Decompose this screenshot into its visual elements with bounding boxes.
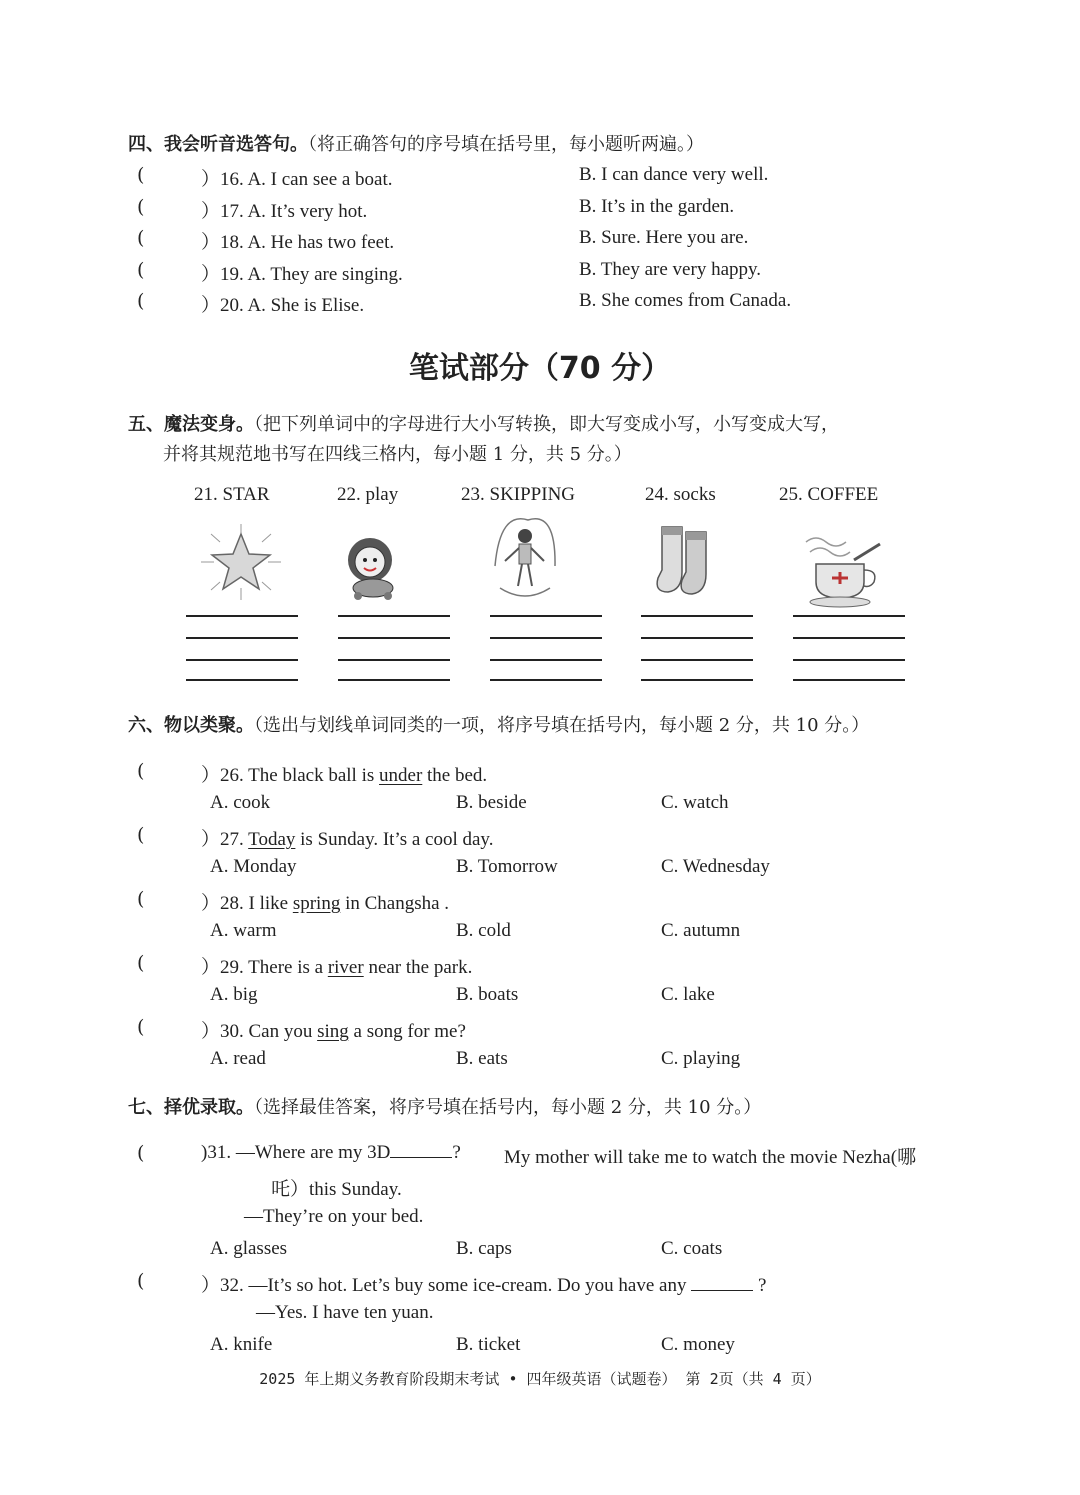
socks-icon [640, 522, 730, 602]
writing-lines-25[interactable] [793, 615, 905, 679]
option-32-c: C. money [661, 1334, 735, 1355]
girl-playing-icon [328, 528, 418, 608]
listening-item-18-a: ）18. A. He has two feet. [201, 232, 395, 253]
question-32-stem: ）32. —It’s so hot. Let’s buy some ice-cream. Do you have any [201, 1275, 687, 1296]
question-31-line2: 吒）this Sunday. [271, 1179, 402, 1200]
word-23: 23. SKIPPING [461, 484, 576, 505]
option-29-b: B. boats [456, 984, 519, 1005]
listening-item-20-b: B. She comes from Canada. [579, 290, 792, 311]
listening-item-17-b: B. It’s in the garden. [579, 196, 735, 217]
answer-paren-31[interactable]: ( [137, 1142, 145, 1164]
option-26-a: A. cook [210, 792, 271, 813]
option-29-a: A. big [210, 984, 258, 1005]
question-31-stem: )31. —Where are my 3D [201, 1142, 391, 1163]
question-32-reply: —Yes. I have ten yuan. [256, 1302, 434, 1323]
star-icon [196, 522, 286, 602]
option-31-b: B. caps [456, 1238, 512, 1259]
question-28-stem: ）28. I like [201, 893, 293, 914]
written-part-title: 笔试部分（70 分） [408, 351, 672, 386]
section6-heading [128, 711, 869, 737]
question-28 [201, 888, 449, 915]
question-29 [201, 952, 472, 979]
question-31-line1 [201, 1142, 461, 1164]
question-32-mark: ? [757, 1275, 767, 1296]
section5-note2: 并将其规范地书写在四线三格内，每小题 1 分，共 5 分。） [163, 444, 632, 465]
word-24: 24. socks [645, 484, 716, 505]
question-27-rest: is Sunday. It’s a cool day. [295, 829, 494, 850]
underlined-word-26: under [379, 765, 423, 786]
option-28-b: B. cold [456, 920, 511, 941]
section5-note1: （把下列单词中的字母进行大小写转换，即大写变成小写，小写变成大写， [254, 414, 839, 435]
option-31-c: C. coats [661, 1238, 723, 1259]
question-31-context: My mother will take me to watch the movie Nezha(哪 [504, 1147, 917, 1168]
page-footer: 2025 年上期义务教育阶段期末考试 • 四年级英语（试题卷） 第 2页（共 4 页） [259, 1370, 821, 1388]
listening-item-20-a: ）20. A. She is Elise. [201, 295, 365, 316]
answer-paren-32[interactable]: ( [137, 1270, 145, 1292]
section4-note: （将正确答句的序号填在括号里，每小题听两遍。） [308, 134, 704, 155]
underlined-word-30: sing [317, 1021, 349, 1042]
question-26 [201, 760, 487, 787]
answer-paren-28[interactable]: ( [137, 888, 145, 910]
question-31-reply: —They’re on your bed. [244, 1206, 424, 1227]
question-27-stem: ）27. [201, 829, 249, 850]
answer-paren-20[interactable]: ( [137, 290, 145, 312]
blank-32[interactable] [691, 1290, 753, 1291]
section6-note: （选出与划线单词同类的一项，将序号填在括号内，每小题 2 分，共 10 分。） [254, 715, 870, 736]
option-26-c: C. watch [661, 792, 729, 813]
writing-lines-22[interactable] [338, 615, 450, 679]
listening-item-17-a: ）17. A. It’s very hot. [201, 201, 368, 222]
listening-item-19-b: B. They are very happy. [579, 259, 762, 280]
word-25: 25. COFFEE [779, 484, 879, 505]
answer-paren-17[interactable]: ( [137, 196, 145, 218]
listening-item-16-b: B. I can dance very well. [579, 164, 769, 185]
answer-paren-16[interactable]: ( [137, 164, 145, 186]
answer-paren-27[interactable]: ( [137, 824, 145, 846]
listening-item-18-b: B. Sure. Here you are. [579, 227, 749, 248]
section6-title: 六、物以类聚。 [128, 715, 254, 736]
option-30-b: B. eats [456, 1048, 508, 1069]
underlined-word-28: spring [292, 893, 341, 914]
answer-paren-19[interactable]: ( [137, 259, 145, 281]
girl-skipping-icon [480, 516, 570, 596]
writing-lines-24[interactable] [641, 615, 753, 679]
blank-31[interactable] [390, 1157, 452, 1158]
question-26-stem: ）26. The black ball is [201, 765, 380, 786]
listening-item-19-a: ）19. A. They are singing. [201, 264, 403, 285]
question-26-rest: the bed. [422, 765, 488, 786]
listening-item-16-a: ）16. A. I can see a boat. [201, 169, 393, 190]
option-26-b: B. beside [456, 792, 527, 813]
section5-title: 五、魔法变身。 [128, 414, 254, 435]
section4-heading [128, 130, 704, 156]
coffee-cup-icon [796, 530, 886, 610]
section7-heading [128, 1093, 761, 1119]
answer-paren-26[interactable]: ( [137, 760, 145, 782]
answer-paren-29[interactable]: ( [137, 952, 145, 974]
question-29-rest: near the park. [363, 957, 473, 978]
section4-title: 四、我会听音选答句。 [128, 134, 308, 155]
question-31-mark: ? [452, 1142, 461, 1163]
option-29-c: C. lake [661, 984, 715, 1005]
word-22: 22. play [337, 484, 399, 505]
question-30-rest: a song for me? [348, 1021, 466, 1042]
question-28-rest: in Changsha . [340, 893, 450, 914]
question-30-stem: ）30. Can you [201, 1021, 318, 1042]
section7-note: （选择最佳答案，将序号填在括号内，每小题 2 分，共 10 分。） [254, 1097, 762, 1118]
writing-lines-23[interactable] [490, 615, 602, 679]
option-28-c: C. autumn [661, 920, 741, 941]
option-30-c: C. playing [661, 1048, 741, 1069]
section5-heading [128, 410, 839, 436]
option-30-a: A. read [210, 1048, 266, 1069]
option-31-a: A. glasses [210, 1238, 288, 1259]
option-28-a: A. warm [210, 920, 277, 941]
writing-lines-21[interactable] [186, 615, 298, 679]
question-27 [201, 824, 493, 851]
option-32-a: A. knife [210, 1334, 273, 1355]
word-21: 21. STAR [194, 484, 270, 505]
question-30 [201, 1016, 466, 1043]
section7-title: 七、择优录取。 [128, 1097, 254, 1118]
answer-paren-18[interactable]: ( [137, 227, 145, 249]
option-27-a: A. Monday [210, 856, 297, 877]
option-27-c: C. Wednesday [661, 856, 770, 877]
question-32-line1 [201, 1270, 766, 1297]
option-27-b: B. Tomorrow [456, 856, 558, 877]
answer-paren-30[interactable]: ( [137, 1016, 145, 1038]
option-32-b: B. ticket [456, 1334, 521, 1355]
question-29-stem: ）29. There is a [201, 957, 328, 978]
underlined-word-27: Today [248, 829, 296, 850]
underlined-word-29: river [327, 957, 364, 978]
